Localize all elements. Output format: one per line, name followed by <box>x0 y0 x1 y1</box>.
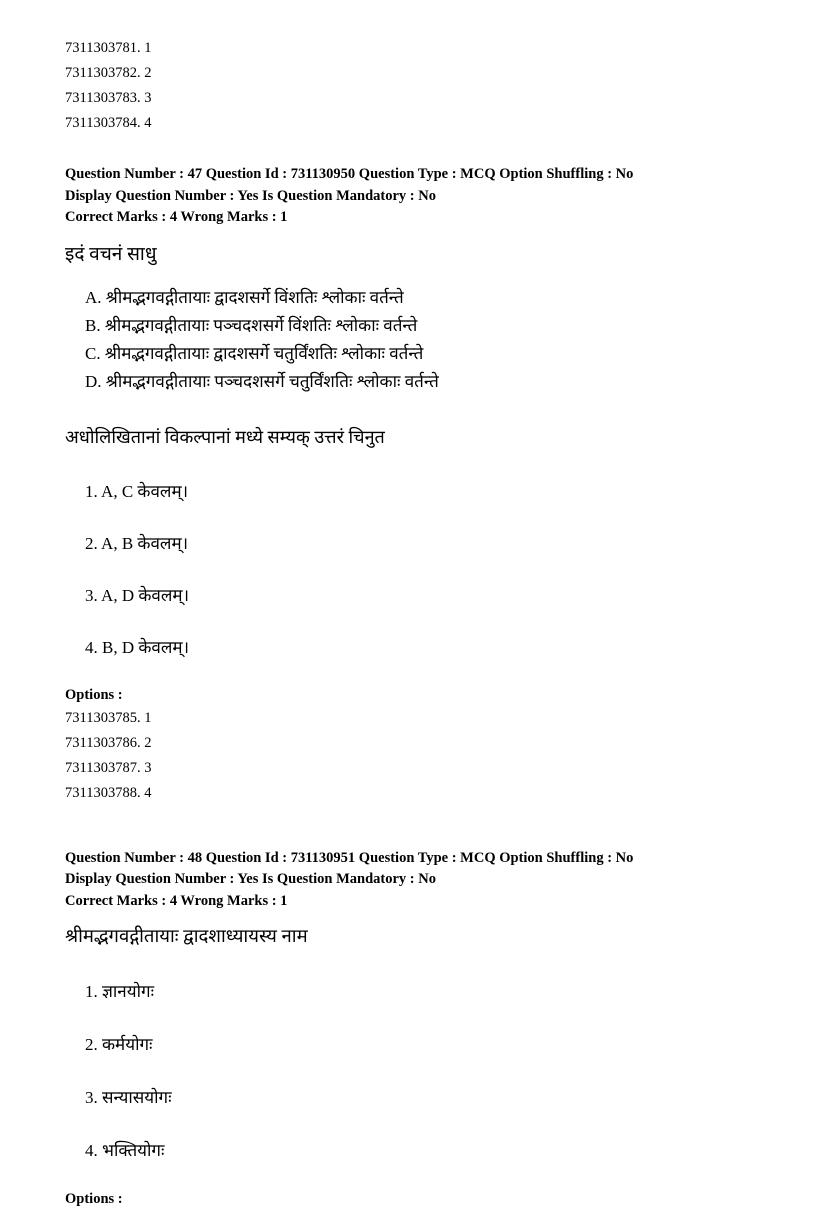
option-id-line: 7311303785. 1 <box>65 709 152 726</box>
question-47-text: इदं वचनं साधु <box>65 243 157 265</box>
choice-2: 2. कर्मयोगः <box>85 1035 153 1054</box>
choice-4: 4. B, D केवलम्। <box>85 637 190 657</box>
question-47-choices <box>85 480 766 659</box>
previous-question-option-ids <box>65 36 766 136</box>
option-id-line: 7311303787. 3 <box>65 759 152 776</box>
option-id-line: 7311303786. 2 <box>65 734 152 751</box>
question-48-block <box>65 848 766 1211</box>
question-meta-line: Display Question Number : Yes Is Question Mandatory : No <box>65 871 436 887</box>
question-meta-line: Question Number : 47 Question Id : 731130950 Question Type : MCQ Option Shuffling : No <box>65 166 634 182</box>
option-id-line: 7311303781. 1 <box>65 40 152 56</box>
choice-1: 1. A, C केवलम्। <box>85 481 189 501</box>
question-47-block <box>65 164 766 806</box>
option-id-line: 7311303783. 3 <box>65 90 152 106</box>
choice-4: 4. भक्तियोगः <box>85 1141 165 1160</box>
choice-2: 2. A, B केवलम्। <box>85 533 189 553</box>
question-meta-line: Display Question Number : Yes Is Question Mandatory : No <box>65 187 436 204</box>
question-meta-line: Correct Marks : 4 Wrong Marks : 1 <box>65 209 288 225</box>
statement-a: A. श्रीमद्भगवद्गीतायाः द्वादशसर्गे विंशतिः श्लोकाः वर्तन्ते <box>85 287 404 307</box>
question-48-choices <box>85 980 766 1162</box>
question-48-text: श्रीमद्भगवद्गीतायाः द्वादशाध्यायस्य नाम <box>65 927 308 947</box>
option-id-line: 7311303782. 2 <box>65 65 152 81</box>
choice-3: 3. सन्यासयोगः <box>85 1088 172 1107</box>
statement-b: B. श्रीमद्भगवद्गीतायाः पञ्चदशसर्गे विंशतिः श्लोकाः वर्तन्ते <box>85 315 418 335</box>
statement-c: C. श्रीमद्भगवद्गीतायाः द्वादशसर्गे चतुर्विंशतिः श्लोकाः वर्तन्ते <box>85 343 424 363</box>
options-label: Options : <box>65 686 123 703</box>
question-47-meta <box>65 164 766 229</box>
option-id-line: 7311303788. 4 <box>65 784 152 801</box>
question-47-option-ids <box>65 706 766 806</box>
question-meta-line: Correct Marks : 4 Wrong Marks : 1 <box>65 892 288 909</box>
choice-3: 3. A, D केवलम्। <box>85 585 190 605</box>
options-label: Options : <box>65 1191 123 1207</box>
question-47-statements <box>85 284 766 396</box>
question-meta-line: Question Number : 48 Question Id : 731130951 Question Type : MCQ Option Shuffling : No <box>65 849 634 866</box>
statement-d: D. श्रीमद्भगवद्गीतायाः पञ्चदशसर्गे चतुर्विंशतिः श्लोकाः वर्तन्ते <box>85 371 439 391</box>
option-id-line: 7311303784. 4 <box>65 115 152 131</box>
question-47-instruction: अधोलिखितानां विकल्पानां मध्ये सम्यक् उत्तरं चिनुत <box>65 426 385 447</box>
question-48-meta <box>65 848 766 913</box>
choice-1: 1. ज्ञानयोगः <box>85 982 155 1001</box>
